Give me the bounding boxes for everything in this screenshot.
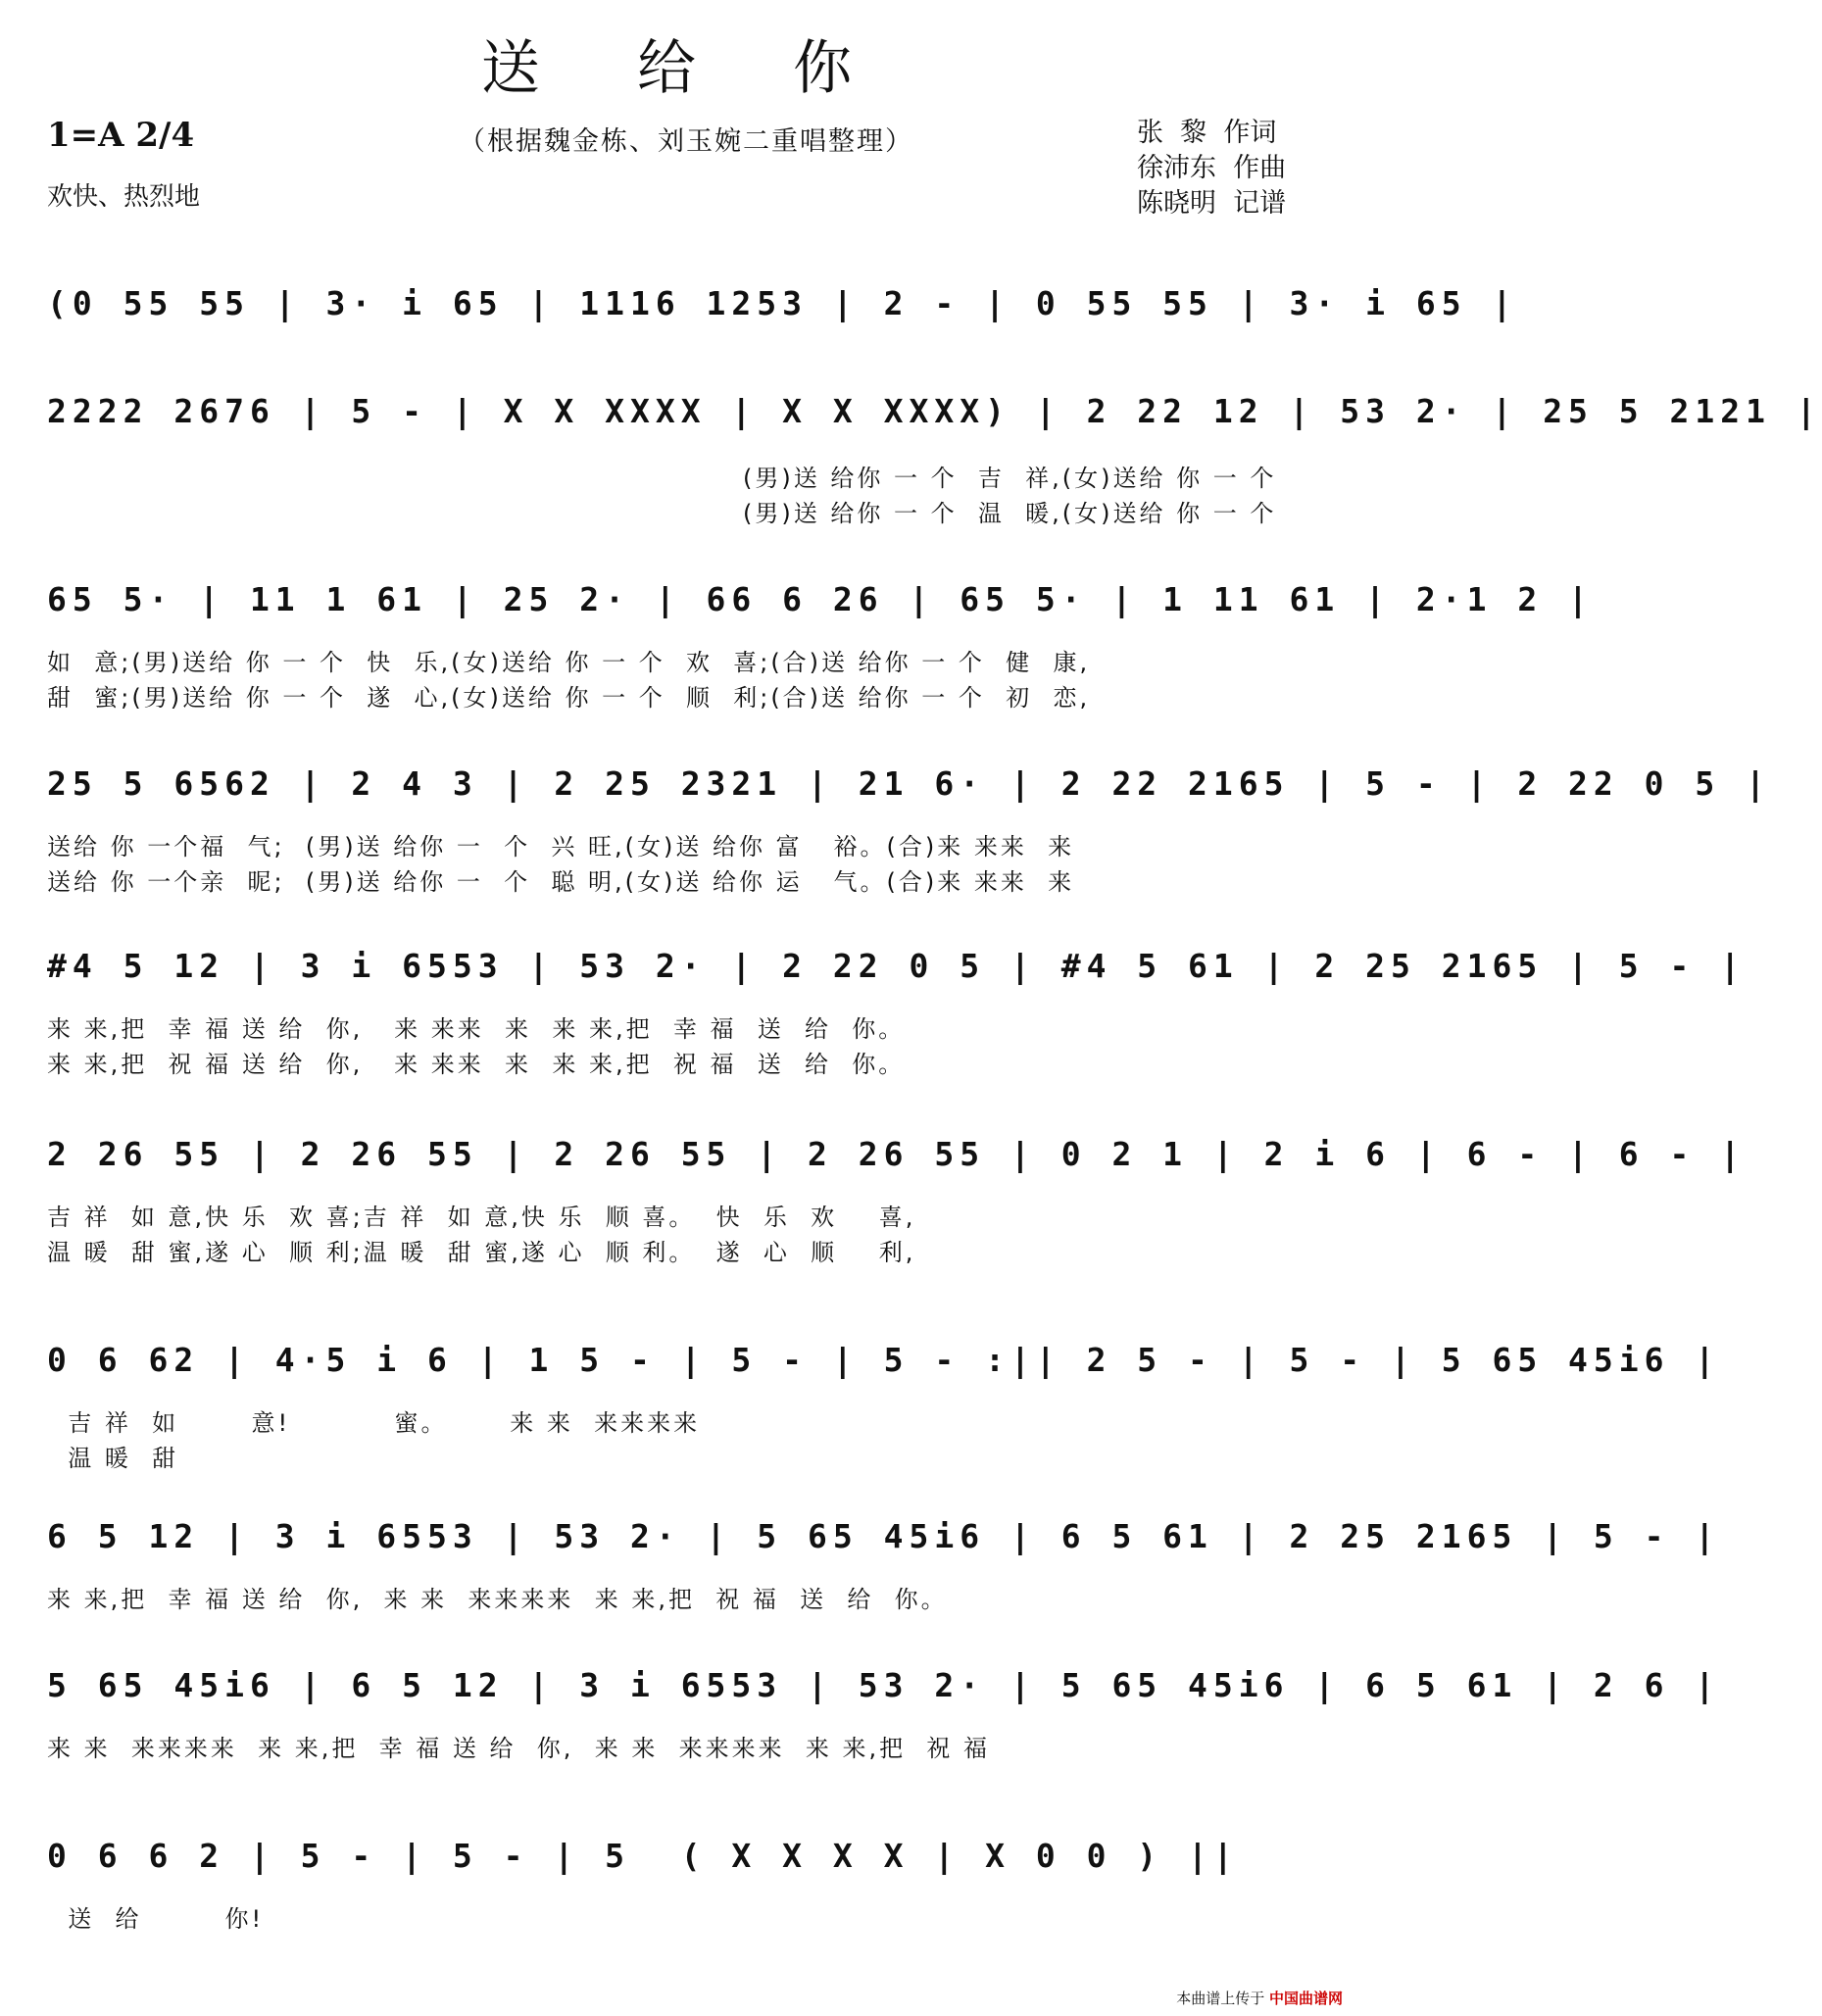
song-title: 送 给 你 (480, 34, 892, 103)
subtitle: （根据魏金栋、刘玉婉二重唱整理） (459, 126, 913, 157)
lyric-verse-1: (男)送 给你 一 个 吉 祥,(女)送给 你 一 个 (743, 465, 1277, 492)
lyricist-credit: 张 黎 作词 (1137, 118, 1277, 148)
notation-line: #4 5 12 | 3 i 6553 | 53 2· | 2 22 0 5 | #4 5 61 | 2 25 2165 | 5 - | (47, 947, 1747, 985)
notation-line: 0 6 62 | 4·5 i 6 | 1 5 - | 5 - | 5 - :|| 2 5 - | 5 - | 5 65 45i6 | (47, 1341, 1721, 1379)
notation-line: (0 55 55 | 3· i 65 | 1116 1253 | 2 - | 0 55 55 | 3· i 65 | (47, 284, 1518, 322)
notation-line: 6 5 12 | 3 i 6553 | 53 2· | 5 65 45i6 | 6 5 61 | 2 25 2165 | 5 - | (47, 1517, 1721, 1555)
composer-credit: 徐沛东 作曲 (1137, 153, 1287, 183)
site-logo: 中国曲谱网 (1268, 1990, 1343, 2007)
lyric-verse-2: (男)送 给你 一 个 温 暖,(女)送给 你 一 个 (743, 500, 1277, 527)
lyric-verse-2: 来 来,把 祝 福 送 给 你, 来 来来 来 来 来,把 祝 福 送 给 你。 (47, 1051, 906, 1078)
notation-line: 25 5 6562 | 2 4 3 | 2 25 2321 | 21 6· | 2 22 2165 | 5 - | 2 22 0 5 | (47, 764, 1772, 803)
notation-line: 2 26 55 | 2 26 55 | 2 26 55 | 2 26 55 | 0 2 1 | 2 i 6 | 6 - | 6 - | (47, 1135, 1747, 1173)
lyric-verse-1: 吉 祥 如 意! 蜜。 来 来 来来来来 (47, 1409, 701, 1437)
notation-line: 5 65 45i6 | 6 5 12 | 3 i 6553 | 53 2· | 5 65 45i6 | 6 5 61 | 2 6 | (47, 1666, 1721, 1704)
transcriber-credit: 陈晓明 记谱 (1137, 188, 1287, 219)
lyric-verse-1: 吉 祥 如 意,快 乐 欢 喜;吉 祥 如 意,快 乐 顺 喜。 快 乐 欢 喜, (47, 1204, 916, 1231)
key-signature: 1=A 2/4 (47, 116, 195, 155)
lyric-verse-1: 来 来 来来来来 来 来,把 幸 福 送 给 你, 来 来 来来来来 来 来,把 祝 福 (47, 1735, 990, 1762)
notation-line: 65 5· | 11 1 61 | 25 2· | 66 6 26 | 65 5· | 1 11 61 | 2·1 2 | (47, 580, 1594, 618)
lyric-verse-1: 来 来,把 幸 福 送 给 你, 来 来来 来 来 来,把 幸 福 送 给 你。 (47, 1015, 906, 1043)
upload-footer (1176, 1988, 1343, 2008)
lyric-verse-2: 温 暖 甜 (47, 1445, 179, 1472)
lyric-verse-2: 甜 蜜;(男)送给 你 一 个 遂 心,(女)送给 你 一 个 顺 利;(合)送 给你 一 个 初 恋, (47, 684, 1091, 712)
tempo-marking: 欢快、热烈地 (47, 182, 201, 212)
notation-line: 0 6 6 2 | 5 - | 5 - | 5 ( X X X X | X 0 0 ) || (47, 1837, 1239, 1875)
credits (1137, 116, 1286, 221)
lyric-verse-1: 如 意;(男)送给 你 一 个 快 乐,(女)送给 你 一 个 欢 喜;(合)送 给你 一 个 健 康, (47, 649, 1091, 676)
lyric-verse-1: 送给 你 一个福 气; (男)送 给你 一 个 兴 旺,(女)送 给你 富 裕。(合)来 来来 来 (47, 833, 1075, 860)
lyric-verse-1: 来 来,把 幸 福 送 给 你, 来 来 来来来来 来 来,把 祝 福 送 给 你。 (47, 1586, 948, 1613)
footer-text: 本曲谱上传于 (1176, 1990, 1265, 2007)
lyric-verse-1: 送 给 你! (47, 1905, 265, 1933)
notation-line: 2222 2676 | 5 - | X X XXXX | X X XXXX) | 2 22 12 | 53 2· | 25 5 2121 | (47, 392, 1822, 430)
lyric-verse-2: 送给 你 一个亲 昵; (男)送 给你 一 个 聪 明,(女)送 给你 运 气。(合)来 来来 来 (47, 868, 1075, 896)
lyric-verse-2: 温 暖 甜 蜜,遂 心 顺 利;温 暖 甜 蜜,遂 心 顺 利。 遂 心 顺 利, (47, 1239, 916, 1266)
